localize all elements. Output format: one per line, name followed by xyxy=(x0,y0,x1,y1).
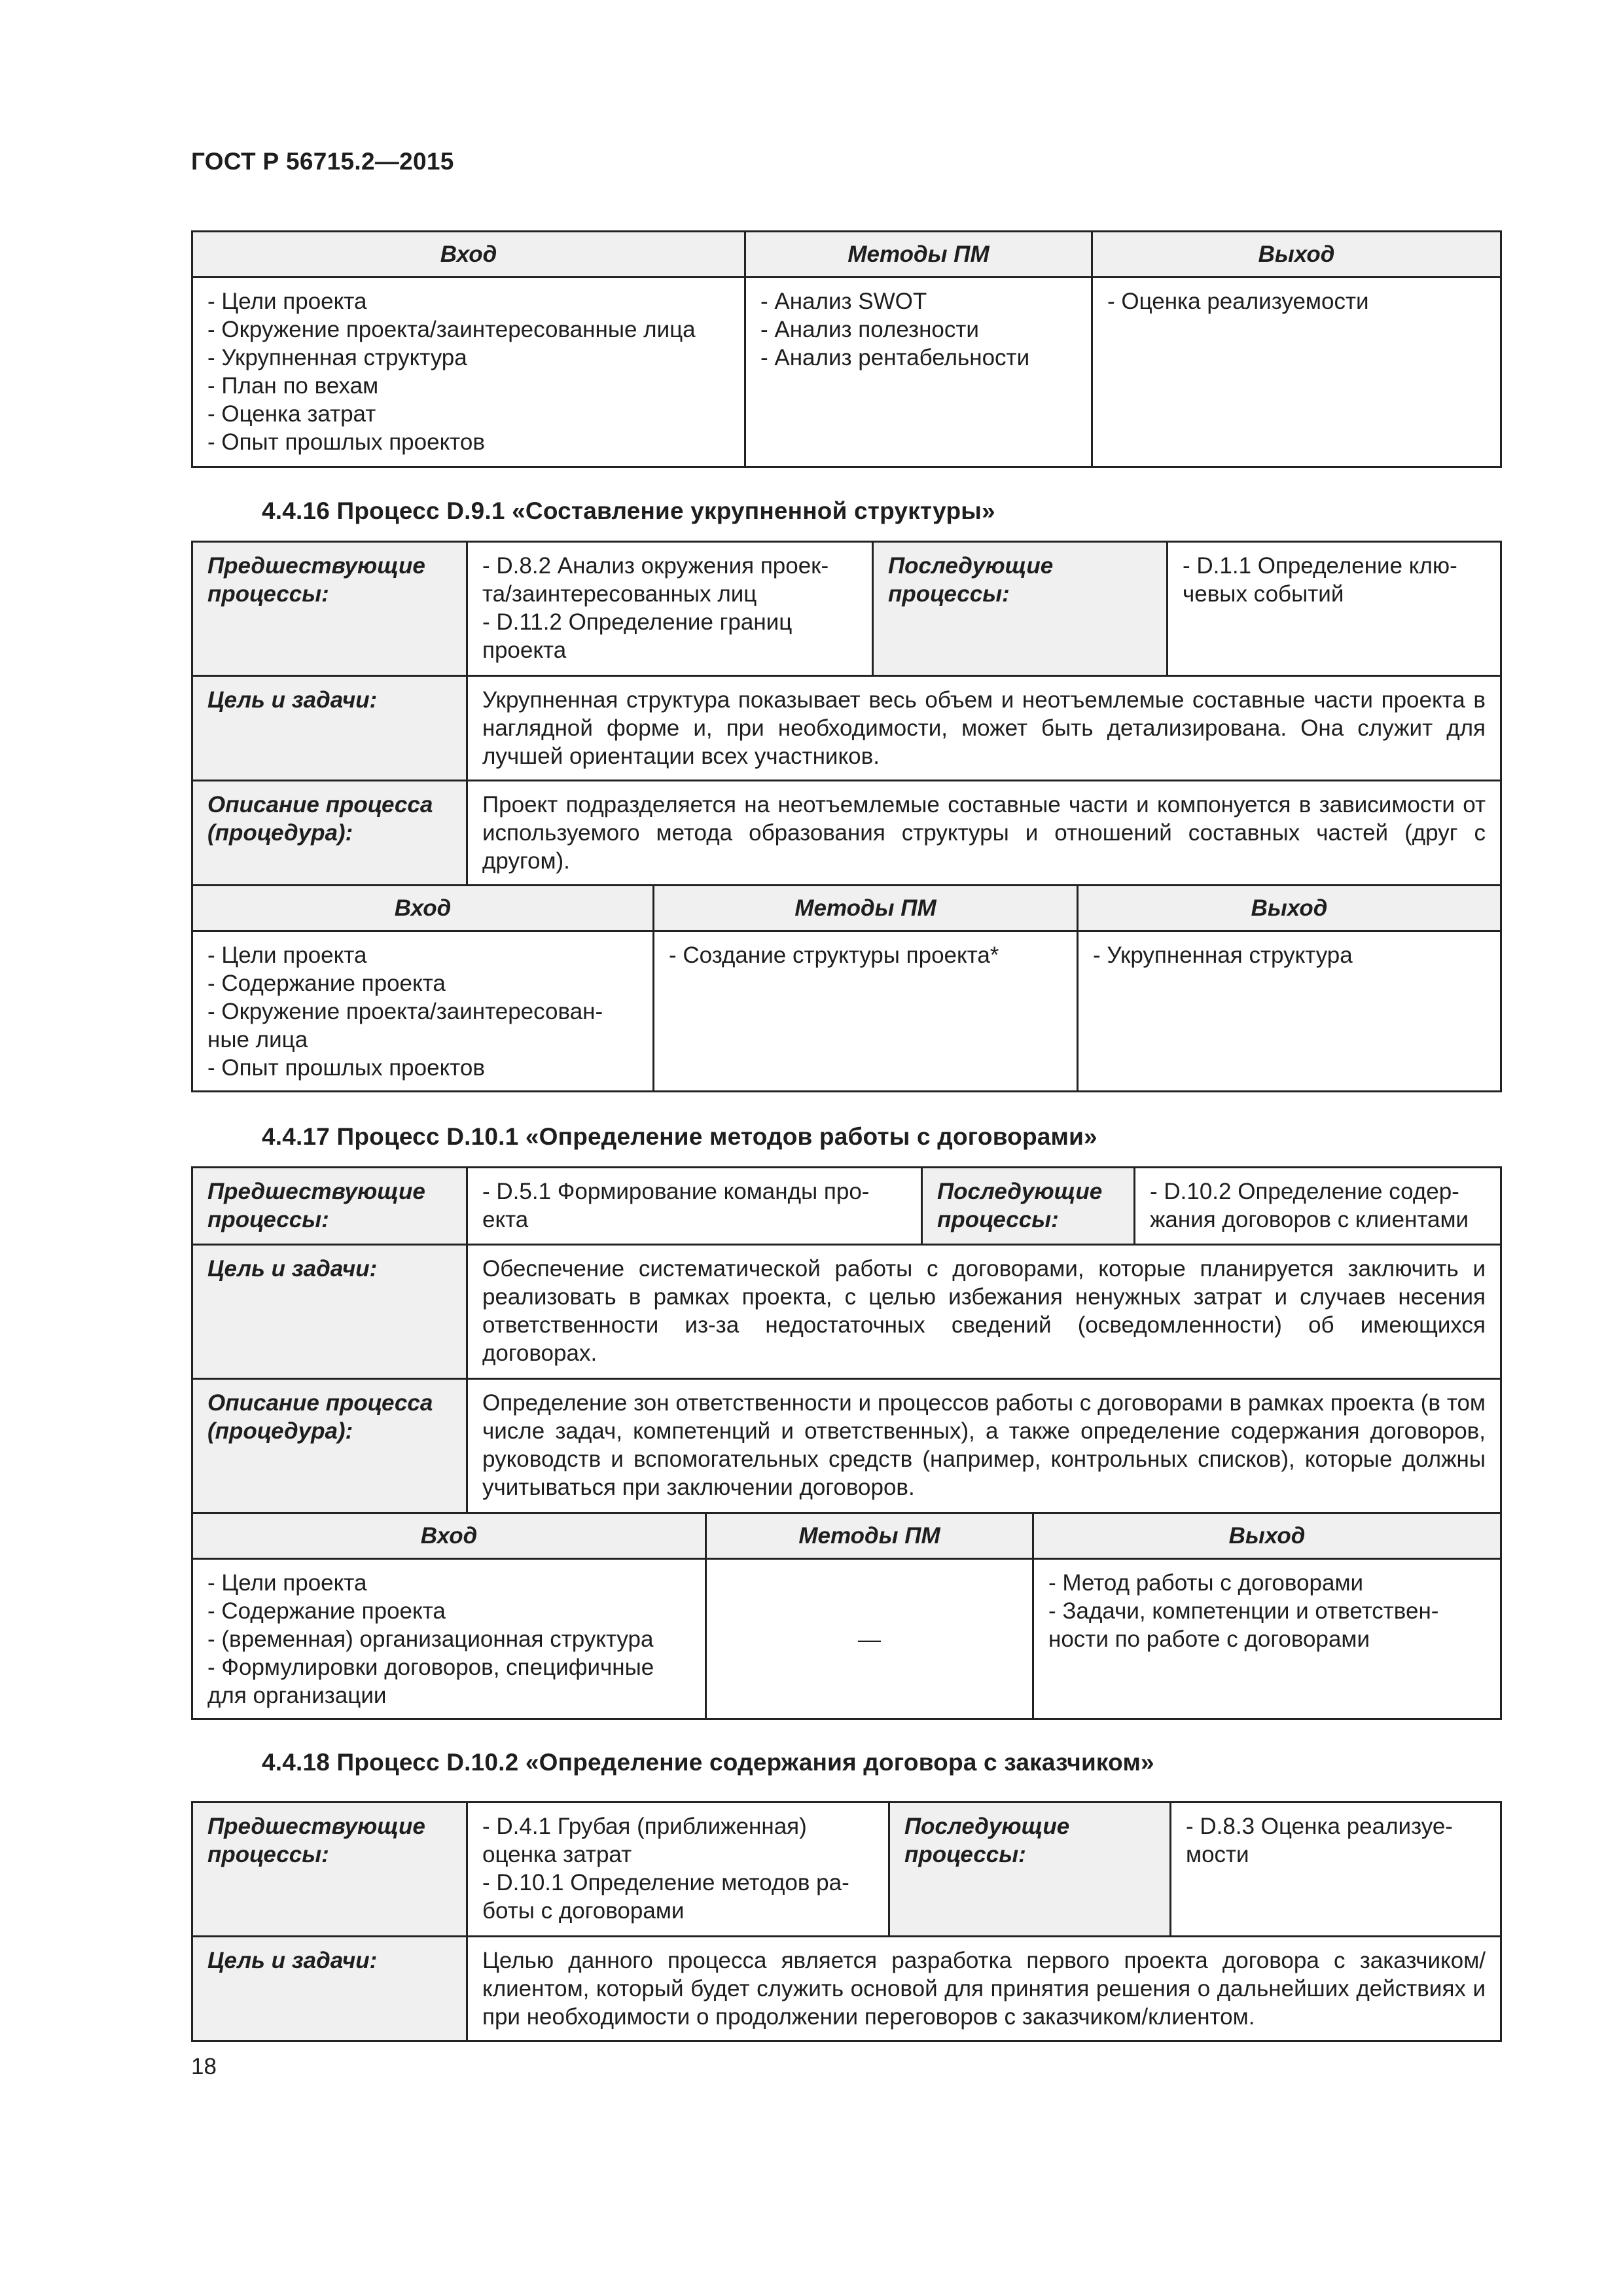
document-code: ГОСТ Р 56715.2—2015 xyxy=(191,148,454,175)
successors-label: Последующие процессы: xyxy=(873,542,1168,676)
list-item: - Анализ SWOT xyxy=(760,289,927,314)
description-text: Определение зон ответственности и процессов работы с договорами в рамках проекта (в том числе задач, компетенций и ответственных), а также определение содержания договоров, руководств и вспомогательных средств (например, контрольных списков), которые должны учитываться при заключении договоров. xyxy=(467,1379,1501,1513)
list-item: - Оценка затрат xyxy=(207,401,376,427)
column-header-methods: Методы ПМ xyxy=(745,232,1092,278)
output-cell xyxy=(1092,278,1501,467)
goal-text: Целью данного процесса является разработка первого проекта договора с заказчиком/клиентом, который будет служить основой для принятия решения о дальнейших действиях и при необходимости о продолжении переговоров с заказчиком/клиентом. xyxy=(467,1937,1501,2041)
list-item: - (временная) организационная структура xyxy=(207,1626,654,1652)
list-item: - Окружение проекта/заинтересованные лица xyxy=(207,317,696,342)
list-item: - Анализ полезности xyxy=(760,317,979,342)
list-item: - Опыт прошлых проектов xyxy=(207,1055,485,1081)
list-item: ные лица xyxy=(207,1027,308,1052)
list-item: - Создание структуры проекта* xyxy=(669,942,999,968)
goal-label: Цель и задачи: xyxy=(192,1937,467,2041)
top-io-table xyxy=(191,230,1500,468)
predecessors-value: - D.4.1 Грубая (приближенная) оценка затрат - D.10.1 Определение методов ра- боты с договорами xyxy=(467,1803,889,1937)
list-item: - Цели проекта xyxy=(207,942,367,968)
list-item: - Укрупненная структура xyxy=(1093,942,1353,968)
goal-text: Укрупненная структура показывает весь объем и неотъемлемые составные части проекта в наглядной форме и, при необходимости, может быть детализирована. Она служит для лучшей ориентации всех участников. xyxy=(467,676,1501,781)
goal-label: Цель и задачи: xyxy=(192,676,467,781)
list-item: - Содержание проекта xyxy=(207,1598,446,1624)
input-cell xyxy=(192,1559,706,1719)
column-header-methods: Методы ПМ xyxy=(706,1513,1033,1559)
column-header-input: Вход xyxy=(192,886,654,931)
list-item: - Укрупненная структура xyxy=(207,345,467,370)
process-table xyxy=(191,1801,1500,2042)
input-cell xyxy=(192,278,745,467)
column-header-input: Вход xyxy=(192,1513,706,1559)
list-item: - Опыт прошлых проектов xyxy=(207,429,485,455)
predecessors-label: Предшествующие процессы: xyxy=(192,1168,467,1245)
list-item: ности по работе с договорами xyxy=(1048,1626,1370,1652)
process-table xyxy=(191,1166,1500,1720)
output-cell xyxy=(1033,1559,1501,1719)
list-item: - Метод работы с договорами xyxy=(1048,1570,1364,1596)
list-item: для организации xyxy=(207,1683,387,1708)
column-header-output: Выход xyxy=(1078,886,1501,931)
column-header-input: Вход xyxy=(192,232,745,278)
list-item: - Анализ рентабельности xyxy=(760,345,1030,370)
input-cell xyxy=(192,931,654,1092)
predecessors-label: Предшествующие процессы: xyxy=(192,542,467,676)
methods-cell xyxy=(654,931,1078,1092)
predecessors-value: - D.5.1 Формирование команды про- екта xyxy=(467,1168,922,1245)
output-cell xyxy=(1078,931,1501,1092)
list-item: - Окружение проекта/заинтересован- xyxy=(207,999,603,1024)
list-item: - Формулировки договоров, специфичные xyxy=(207,1655,654,1680)
predecessors-label: Предшествующие процессы: xyxy=(192,1803,467,1937)
list-item: - Оценка реализуемости xyxy=(1107,289,1369,314)
process-table xyxy=(191,541,1500,1092)
successors-value: - D.1.1 Определение клю- чевых событий xyxy=(1168,542,1501,676)
list-item: - Цели проекта xyxy=(207,289,367,314)
column-header-output: Выход xyxy=(1092,232,1501,278)
list-item: - План по вехам xyxy=(207,373,379,399)
list-item: - Цели проекта xyxy=(207,1570,367,1596)
goal-text: Обеспечение систематической работы с договорами, которые планируется заключить и реализовать в рамках проекта, с целью избежания ненужных затрат и случаев несения ответственности из-за недостаточных сведений (осведомленности) об имеющихся договорах. xyxy=(467,1245,1501,1379)
list-item: - Задачи, компетенции и ответствен- xyxy=(1048,1598,1439,1624)
section-title: 4.4.18 Процесс D.10.2 «Определение содержания договора с заказчиком» xyxy=(262,1749,1154,1776)
section-title: 4.4.16 Процесс D.9.1 «Составление укрупненной структуры» xyxy=(262,497,995,524)
description-text: Проект подразделяется на неотъемлемые составные части и компонуется в зависимости от используемого метода образования структуры и отношений составных частей (друг с другом). xyxy=(467,781,1501,886)
successors-value: - D.10.2 Определение содер- жания договоров с клиентами xyxy=(1135,1168,1501,1245)
methods-cell-empty-dash: — xyxy=(706,1559,1033,1719)
column-header-output: Выход xyxy=(1033,1513,1501,1559)
goal-label: Цель и задачи: xyxy=(192,1245,467,1379)
successors-value: - D.8.3 Оценка реализуе- мости xyxy=(1171,1803,1501,1937)
successors-label: Последующие процессы: xyxy=(922,1168,1135,1245)
list-item: - Содержание проекта xyxy=(207,971,446,996)
methods-cell xyxy=(745,278,1092,467)
successors-label: Последующие процессы: xyxy=(889,1803,1171,1937)
column-header-methods: Методы ПМ xyxy=(654,886,1078,931)
predecessors-value: - D.8.2 Анализ окружения проек- та/заинтересованных лиц - D.11.2 Определение границ проекта xyxy=(467,542,873,676)
description-label: Описание процесса (процедура): xyxy=(192,1379,467,1513)
page-number: 18 xyxy=(191,2054,217,2079)
section-title: 4.4.17 Процесс D.10.1 «Определение методов работы с договорами» xyxy=(262,1123,1097,1150)
description-label: Описание процесса (процедура): xyxy=(192,781,467,886)
